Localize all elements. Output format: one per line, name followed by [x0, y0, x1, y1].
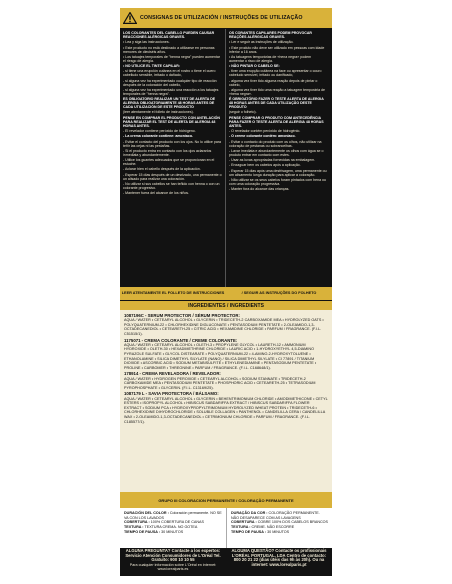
- warning-line: - Esperar 15 dias após uma desfrisagem, uma permanente ou um alisamento longa duração para aplicar a coloração.: [229, 168, 327, 177]
- warning-line: PENSE COMPRAR O PRODUTO COM ANTECEDÊNCIA PARA FAZER O TESTE ALERTA DE ALERGIA 48 HORAS ANTES.: [229, 115, 324, 128]
- ingredient-block: [124, 371, 328, 390]
- warning-line: - si alguna vez ha experimentado cualquier tipo de reacción después de la coloración del cabello,: [123, 78, 217, 87]
- product-label-panel: [120, 8, 332, 576]
- warning-line: LOS COLORANTES DEL CABELLO PUEDEN CAUSAR REACCIONES ALÉRGICAS GRAVES.: [123, 31, 215, 40]
- warning-line: - Evitar el contacto del producto con los ojos. No lo utilice para teñir las cejas ni las pestañas.: [123, 139, 221, 148]
- ingredient-text: AQUA / WATER • CETEARYL ALCOHOL • GLYCERIN • TRIDECETH-2 CARBOXAMIDE MEA • HYDROLYZED OATS • POLYQUATERNIUM-22 • CHLORHEXIDINE DIGLUCONATE • PENTASODIUM PENTETATE • 2-OLEAMIDO-1,3-OCTADECANEDIOL • CETEARETH-25 • CITRIC ACID • HEXAMIDINE CHLORIDE • PARFUM / FRAGRANCE. (F.I.L. C51515/1).: [124, 318, 324, 336]
- ingredient-text: AQUA / WATER • CETEARYL ALCOHOL • GLYCERIN • BEHENTRIMONIUM CHLORIDE • AMODIMETHICONE • CETYL ESTERS • ISOPROPYL ALCOHOL • HIBISCUS SABDARIFFA EXTRACT / HIBISCUS SABDARIFFA FLOWER EXTRACT • SODIUM PCA • HYDROXYPROPYLTRIMONIUM HYDROLYZED WHEAT PROTEIN • TRIDECETH-6 • CHLORHEXIDINE DIHYDROCHLORIDE • SOLUBLE COLLAGEN • PANTHENOL • CANDELILLA CERA / CANDELILLA WAX • 2-OLEAMIDO-1,3-OCTADECANEDIOL • CETRIMONIUM CHLORIDE • PARFUM / FRAGRANCE. (F.I.L. C185577/1).: [124, 396, 328, 424]
- ingredient-title: 178914 - CREMA REVELADORA / REVELADOR:: [124, 371, 221, 377]
- ingredient-block: [124, 313, 328, 337]
- ingredient-block: [124, 391, 328, 424]
- warning-line: - Manter fora do alcance das crianças.: [229, 187, 290, 192]
- warning-line: (seguir o folheto).: [229, 110, 257, 115]
- warning-line: - No utilizar si sus cabellos se han teñido con henna o con un colorante progresivo.: [123, 181, 220, 190]
- warning-line: - si alguna vez ha experimentado una reacción a los tatuajes temporales de "henna negra".: [123, 87, 219, 96]
- contact-pt-line: ALGUMA QUESTÃO? Contacte os profissionais L'ORÉAL PORTUGAL, LDA Centro de contacto: 800 20 21 22 (dias úteis das 9h às 20h). Ou na internet: www.lorealparis.pt: [231, 548, 327, 567]
- duration-spanish: DURACIÓN DEL COLOR : Coloración permanente. NO SE VA CON LOS LAVADOS COBERTURA : 100% COBERTURA DE CANAS TEXTURA : TEXTURA CREMA. NO GOTEA TIEMPO DE PAUSA : 30 MINUTOS: [124, 511, 222, 534]
- color-duration-box: [120, 508, 332, 548]
- warning-line: - Enxaguar bem os cabelos após a aplicação.: [229, 163, 301, 168]
- warning-line: • NÃO PINTAR O CABELO SE:: [229, 64, 280, 69]
- contact-spanish: [120, 548, 226, 576]
- warning-line: - Aclarar bien el cabello después de la aplicación.: [123, 167, 201, 172]
- website-es: Para cualquier información sobre L'Oréal en internet: www.lorealparis.es: [129, 562, 217, 571]
- ingredient-text: AQUA / WATER • HYDROGEN PEROXIDE • CETEARYL ALCOHOL • SODIUM STANNATE • TRIDECETH-2 CARBOXAMIDE MEA • PENTASODIUM PENTETATE • PHOSPHORIC ACID • CETEARETH-25 • TETRASODIUM PYROPHOSPHATE • GLYCERIN. (F.I.L. C13169/25).: [124, 376, 316, 390]
- warning-line: - si tiene una erupción cutánea en el rostro o tiene el cuero cabelludo sensible, irritado o dañado,: [123, 69, 216, 78]
- warning-line: (leer atentamente el folleto de instrucciones).: [123, 110, 194, 115]
- contact-footer: [120, 548, 332, 576]
- warning-line: - Si el producto entra en contacto con los ojos aclararlos inmediata y abundantemente.: [123, 148, 212, 157]
- contact-es-line: ALGUNA PREGUNTA? Contacte a los expertos: Servicio Atención Consumidores de L'Oréal Tel. Gratuito: 900 10 10 55: [125, 548, 221, 562]
- warning-line: ES OBLIGATORIO REALIZAR UN TEST DE ALERTA DE ALERGIA OBLIGATORIAMENTE 48 HORAS ANTES DE CADA UTILIZACIÓN DE ESTE PRODUCTO: [123, 97, 216, 110]
- read-instructions-pt: / SEGUIR AS INSTRUÇÕES DO FOLHETO: [241, 291, 317, 296]
- contact-portuguese: [226, 548, 332, 576]
- warning-line: É OBRIGATÓRIO FAZER O TESTE ALERTA DE ALERGIA 48 HORAS ANTES DE CADA UTILIZAÇÃO DESTE PRODUTO: [229, 97, 324, 110]
- read-instructions-es: LEER ATENTAMENTE EL FOLLETO DE INSTRUCCIONES: [121, 291, 225, 296]
- ingredient-title: 1175071 - CREMA COLORANTE / CREME COLORANTE:: [124, 337, 238, 343]
- duration-portuguese: DURAÇÃO DA COR : COLORAÇÃO PERMANENTE. NÃO DESAPARECE COM AS LAVAGENS COBERTURA : COBRE 100% DOS CABELOS BRANCOS TEXTURA : CREME. NÃO ESCORRE TEMPO DE PAUSA : 30 MINUTOS: [226, 508, 332, 548]
- ingredients-heading: INGREDIENTES / INGREDIENTS: [120, 301, 332, 310]
- permanent-color-group-band: [120, 492, 332, 508]
- warning-line: • Los tatuajes temporales de "henna negra" pueden aumentar el riesgo de alergia.: [123, 54, 221, 63]
- warnings-portuguese: [225, 29, 330, 287]
- warning-line: - O revelador contém peróxido de hidrogénio.: [229, 129, 301, 134]
- ingredient-title: 1087179 L - SAVIA PROTECTORA / BÁLSAMO:: [124, 391, 219, 397]
- warning-line: PENSE EN COMPRAR EL PRODUCTO CON ANTELACIÓN PARA REALIZAR EL TEST DE ALERTA DE ALERGIA 48 HORAS ANTES.: [123, 115, 220, 128]
- warning-line: • Lea y siga las instrucciones.: [123, 40, 170, 45]
- warning-line: - Evitar o contacto do produto com os olhos, não utilizar na coloração de pestanas ou sobrancelhas.: [229, 139, 322, 148]
- warning-line: - Mantener fuera del alcance de los niños.: [123, 191, 190, 196]
- warning-line: - Lavar imediata e abundantemente os olhos com água se o produto entrar em contacto com estes.: [229, 148, 324, 157]
- warning-line: - Não utilizar se os seus cabelos foram pintados com hena ou com uma coloração progressiva.: [229, 177, 326, 186]
- warning-line: - Utilice los guantes adecuados que se proporcionan en el estuche.: [123, 158, 215, 167]
- warnings-columns: [120, 29, 332, 287]
- warning-line: • NO UTILICE EL TINTE CAPILAR:: [123, 64, 180, 69]
- warning-triangle-icon: [120, 8, 140, 28]
- ingredient-text: AQUA / WATER • CETEARYL ALCOHOL • OLETH-3 • PROPYLENE GLYCOL • LAURETH-12 • AMMONIUM HYDROXIDE • OLETH-30 • HEXADIMETHRINE CHLORIDE • LAURIC ACID • 1-HYDROXYETHYL 4,5-DIAMINO PYRAZOLE SULFATE • GLYCOL DISTEARATE • POLYQUATERNIUM-22 • 4-AMINO-2-HYDROXYTOLUENE • ETHANOLAMINE • SILICA DIMETHYL SILYLATE (NANO) / SILICA DIMETHYL SILYLATE • CI 77891 / TITANIUM DIOXIDE • ASCORBIC ACID • SODIUM METABISULFITE • ETHYLENEDIAMINE • PENTASODIUM PENTETATE • PROLINE • CARBOMER • THREONINE • PARFUM / FRAGRANCE. (F.I.L. C168648/1).: [124, 342, 317, 370]
- usage-instructions-header: [120, 8, 332, 28]
- usage-instructions-title: CONSIGNAS DE UTILIZACIÓN / INSTRUÇÕES DE UTILIZAÇÃO: [140, 15, 303, 21]
- warning-line: - tiver uma erupção cutânea na face ou apresentar o couro cabeludo sensível, irritado ou danificado,: [229, 69, 322, 78]
- warning-line: - Esperar 15 días después de un desrizado, una permanente o un alisado para realizar una coloración.: [123, 172, 222, 181]
- group-pt: / COLORAÇÃO PERMANENTE: [236, 497, 294, 503]
- read-instructions-band: [120, 287, 332, 300]
- ingredients-list: [120, 310, 332, 492]
- warning-line: • Ler e seguir as instruções de utilização.: [229, 40, 294, 45]
- warning-line: - La crema colorante contiene: amoníaco.: [123, 134, 193, 139]
- warning-line: - alguma vez tiver tido uma reação a tatuagem temporária de «hena negra».: [229, 87, 326, 96]
- ingredient-title: 1087196C - SERUM PROTECTOR / SÉRUM PROTECTOR:: [124, 313, 240, 318]
- ingredient-block: [124, 338, 328, 371]
- warning-line: - O creme colorante contém: amoníaco.: [229, 134, 296, 139]
- warning-line: - alguma vez tiver tido alguma reação depois de pintar o cabelo,: [229, 78, 318, 87]
- warning-line: OS CORANTES CAPILARES PODEM PROVOCAR REAÇÕES ALÉRGICAS GRAVES.: [229, 31, 312, 40]
- warning-line: • Este produto não deve ser utilizado em pessoas com idade inferior a 16 anos.: [229, 45, 325, 54]
- group-es: GRUPO III COLORACION PERMANENTE: [158, 497, 235, 503]
- warning-line: - Usar as luvas apropriadas fornecidas na embalagem.: [229, 158, 316, 163]
- warnings-spanish: [120, 29, 225, 287]
- warning-line: - El revelador contiene peróxido de hidrógeno.: [123, 129, 196, 134]
- warning-line: • Este producto no está destinado a utilizarse en personas menores de dieciséis años.: [123, 45, 215, 54]
- warning-line: • As tatuagens temporárias de «hena negra» podem aumentar o risco de alergia.: [229, 54, 312, 63]
